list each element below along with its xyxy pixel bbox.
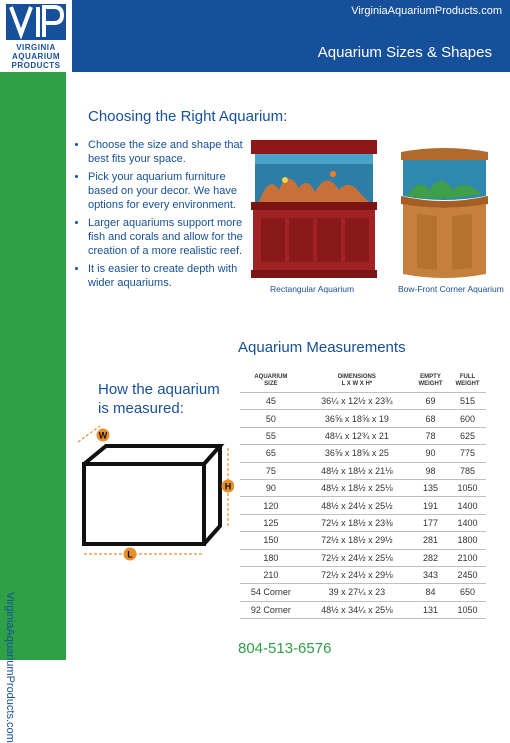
cell-full-weight: 1050	[449, 601, 486, 618]
choosing-bullet-list	[72, 138, 258, 294]
cell-empty-weight: 78	[412, 427, 449, 444]
page-title: Aquarium Sizes & Shapes	[317, 44, 492, 61]
table-row	[240, 393, 486, 410]
measurements-heading: Aquarium Measurements	[238, 339, 406, 356]
cell-dimensions: 72½ x 18½ x 29½	[302, 532, 412, 549]
cell-full-weight: 785	[449, 462, 486, 479]
cell-dimensions: 39 x 27¼ x 23	[302, 584, 412, 601]
cell-size: 180	[240, 549, 302, 566]
table-row	[240, 427, 486, 444]
table-row	[240, 479, 486, 496]
cell-dimensions: 48¼ x 12¾ x 21	[302, 427, 412, 444]
logo-line-1: VIRGINIA	[16, 43, 56, 52]
cell-size: 92 Corner	[240, 601, 302, 618]
cell-size: 90	[240, 479, 302, 496]
how-measured-heading	[98, 380, 220, 418]
table-row	[240, 601, 486, 618]
cell-dimensions: 72½ x 24½ x 29⅛	[302, 566, 412, 583]
height-label: H	[224, 481, 232, 492]
cell-empty-weight: 68	[412, 410, 449, 427]
choosing-heading: Choosing the Right Aquarium:	[88, 108, 288, 125]
col-header-text: DIMENSIONS	[337, 374, 376, 380]
cell-full-weight: 1050	[449, 479, 486, 496]
company-logo	[0, 0, 72, 72]
green-sidebar	[0, 72, 66, 743]
vap-logo-icon	[6, 4, 66, 40]
table-row	[240, 445, 486, 462]
cell-dimensions: 72½ x 24½ x 25⅛	[302, 549, 412, 566]
list-item: • Choose the size and shape that best fits your space.	[88, 138, 258, 166]
col-header-text: FULL	[459, 374, 476, 380]
cell-dimensions: 36⅝ x 18⅝ x 25	[302, 445, 412, 462]
cell-empty-weight: 84	[412, 584, 449, 601]
table-row	[240, 584, 486, 601]
table-row	[240, 514, 486, 531]
header-bar	[0, 0, 510, 72]
cell-size: 54 Corner	[240, 584, 302, 601]
table-row	[240, 410, 486, 427]
cell-size: 120	[240, 497, 302, 514]
cell-full-weight: 2450	[449, 566, 486, 583]
cell-dimensions: 48½ x 18½ x 25⅛	[302, 479, 412, 496]
col-header-text: SIZE	[264, 381, 278, 387]
rectangular-aquarium-caption: Rectangular Aquarium	[270, 284, 355, 294]
cell-dimensions: 48½ x 18½ x 21⅛	[302, 462, 412, 479]
cell-empty-weight: 135	[412, 479, 449, 496]
bow-front-aquarium-caption: Bow-Front Corner Aquarium	[398, 284, 504, 294]
cell-empty-weight: 98	[412, 462, 449, 479]
logo-line-3: PRODUCTS	[11, 61, 61, 70]
table-header-row	[240, 372, 486, 393]
cell-full-weight: 625	[449, 427, 486, 444]
header-site-url[interactable]: VirginiaAquariumProducts.com	[351, 5, 502, 17]
list-item: • Pick your aquarium furniture based on your decor. We have options for every environment.	[88, 170, 258, 212]
table-row	[240, 549, 486, 566]
cell-empty-weight: 343	[412, 566, 449, 583]
width-label: W	[98, 430, 108, 441]
cell-full-weight: 2100	[449, 549, 486, 566]
cell-empty-weight: 191	[412, 497, 449, 514]
cell-full-weight: 650	[449, 584, 486, 601]
col-header-dimensions	[302, 372, 412, 393]
table-row	[240, 462, 486, 479]
tank-front-frame	[84, 464, 204, 544]
col-header-full-weight	[449, 372, 486, 393]
cell-dimensions: 36⅝ x 18⅝ x 19	[302, 410, 412, 427]
col-header-text: AQUARIUM	[254, 374, 288, 380]
cell-full-weight: 600	[449, 410, 486, 427]
cell-size: 45	[240, 393, 302, 410]
table-row	[240, 566, 486, 583]
col-header-text: WEIGHT	[455, 381, 480, 387]
cell-size: 210	[240, 566, 302, 583]
cell-size: 50	[240, 410, 302, 427]
cell-size: 150	[240, 532, 302, 549]
cell-dimensions: 72½ x 18½ x 23⅜	[302, 514, 412, 531]
col-header-text: WEIGHT	[418, 381, 443, 387]
tank-measurement-diagram	[72, 422, 234, 562]
col-header-text: L X W X H*	[341, 381, 373, 387]
cell-size: 55	[240, 427, 302, 444]
table-row	[240, 497, 486, 514]
cell-dimensions: 48½ x 24½ x 25½	[302, 497, 412, 514]
cell-dimensions: 48½ x 34¼ x 25⅛	[302, 601, 412, 618]
cell-empty-weight: 69	[412, 393, 449, 410]
cell-full-weight: 1400	[449, 497, 486, 514]
cell-full-weight: 1800	[449, 532, 486, 549]
table-row	[240, 532, 486, 549]
cell-full-weight: 1400	[449, 514, 486, 531]
cell-size: 125	[240, 514, 302, 531]
how-measured-line-2: is measured:	[98, 400, 184, 417]
cell-empty-weight: 131	[412, 601, 449, 618]
cell-size: 75	[240, 462, 302, 479]
rectangular-aquarium-image	[245, 140, 383, 282]
measurements-table-body	[240, 393, 486, 619]
cell-empty-weight: 177	[412, 514, 449, 531]
cell-empty-weight: 282	[412, 549, 449, 566]
cell-dimensions: 36¼ x 12½ x 23¾	[302, 393, 412, 410]
logo-line-2: AQUARIUM	[12, 52, 60, 61]
how-measured-line-1: How the aquarium	[98, 381, 220, 398]
cell-full-weight: 775	[449, 445, 486, 462]
col-header-text: EMPTY	[420, 374, 441, 380]
cell-empty-weight: 281	[412, 532, 449, 549]
length-label: L	[127, 549, 133, 560]
tank-top-frame	[84, 446, 220, 464]
phone-number[interactable]: 804-513-6576	[238, 640, 332, 657]
cell-size: 65	[240, 445, 302, 462]
sidebar-site-url[interactable]: VirginiaAquariumProducts.com	[4, 592, 16, 743]
cell-empty-weight: 90	[412, 445, 449, 462]
list-item: • Larger aquariums support more fish and corals and allow for the creation of a more realistic reef.	[88, 216, 258, 258]
bow-front-aquarium-image	[397, 146, 492, 282]
col-header-size	[240, 372, 302, 393]
list-item: • It is easier to create depth with wider aquariums.	[88, 262, 258, 290]
col-header-empty-weight	[412, 372, 449, 393]
cell-full-weight: 515	[449, 393, 486, 410]
measurements-table	[240, 372, 486, 619]
